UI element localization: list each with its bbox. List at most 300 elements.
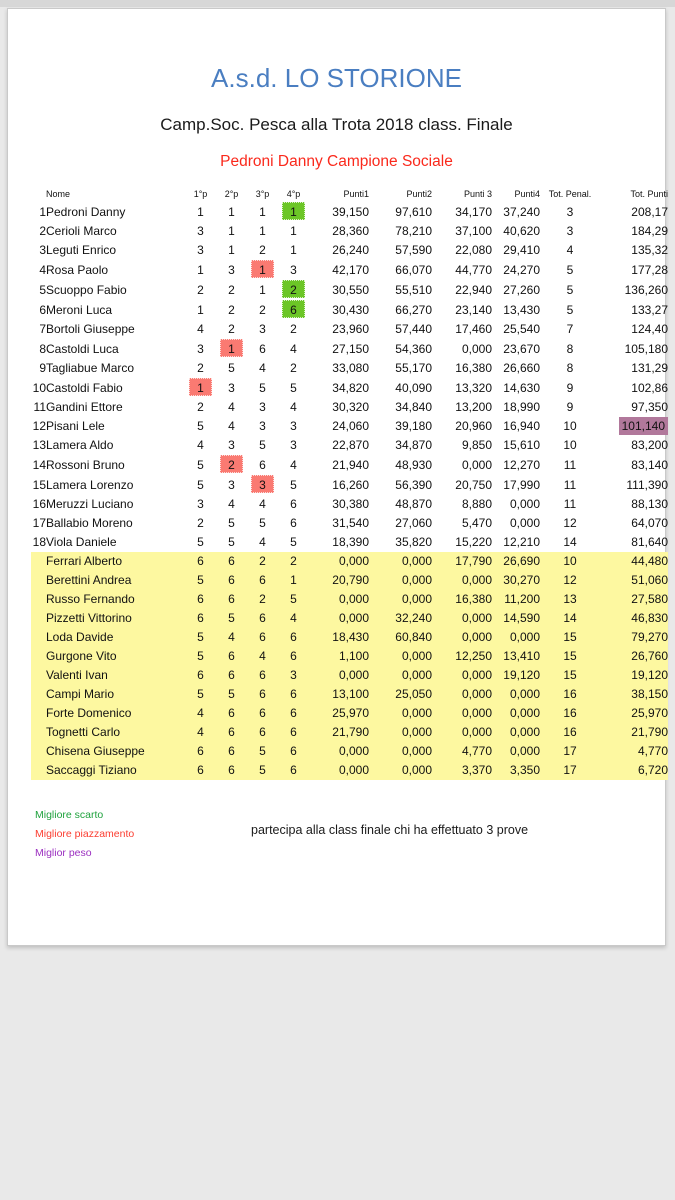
cell-punti4: 0,000 (492, 685, 540, 704)
cell-name: Valenti Ivan (46, 666, 185, 685)
cell-tot-penal: 11 (563, 457, 577, 472)
cell-placement-4: 2 (290, 361, 297, 375)
cell-punti4: 27,260 (503, 282, 540, 297)
cell-placement-1: 5 (185, 647, 216, 666)
cell-punti4: 26,690 (492, 552, 540, 571)
cell-placement-3: 6 (259, 341, 266, 356)
cell-punti1: 0,000 (309, 590, 369, 609)
cell-tot-penal: 8 (566, 341, 574, 356)
cell-placement-3: 5 (259, 380, 266, 395)
cell-placement-4: 4 (278, 609, 309, 628)
cell-tot-punti: 26,760 (600, 647, 668, 666)
cell-punti2: 0,000 (369, 552, 432, 571)
cell-placement-2: 4 (216, 628, 247, 647)
cell-tot-penal: 17 (540, 742, 600, 761)
cell-punti1: 21,940 (332, 457, 369, 472)
cell-punti1: 31,540 (332, 516, 369, 530)
table-row-excluded (31, 552, 668, 571)
table-row (31, 320, 668, 339)
cell-placement-4: 6 (278, 742, 309, 761)
cell-punti3: 20,960 (455, 419, 492, 433)
cell-punti2: 35,820 (395, 535, 432, 549)
cell-rank: 17 (32, 516, 46, 530)
legend-best-discard: Migliore scarto (35, 809, 104, 821)
cell-placement-3: 5 (259, 516, 266, 530)
cell-placement-1: 5 (197, 419, 204, 433)
cell-punti2: 0,000 (369, 647, 432, 666)
cell-punti3: 23,140 (455, 302, 492, 317)
cell-placement-2 (216, 339, 247, 359)
cell-punti2: 34,840 (395, 400, 432, 414)
cell-punti1: 0,000 (309, 742, 369, 761)
cell-placement-2: 5 (228, 535, 235, 549)
cell-placement-1: 3 (197, 224, 204, 238)
cell-punti1: 0,000 (309, 666, 369, 685)
legend-best-weight: Miglior peso (35, 847, 92, 859)
cell-name: Ballabio Moreno (46, 516, 133, 530)
cell-tot-penal: 5 (566, 282, 574, 297)
cell-punti1: 33,080 (332, 361, 369, 375)
cell-punti2: 39,180 (395, 419, 432, 433)
cell-punti1: 21,790 (309, 723, 369, 742)
highlighted-value: 6 (282, 300, 305, 318)
column-header: 2°p (224, 189, 239, 199)
cell-tot-punti: 46,830 (600, 609, 668, 628)
cell-placement-1: 5 (197, 457, 204, 472)
cell-punti3: 17,790 (432, 552, 492, 571)
cell-name: Cerioli Marco (46, 224, 117, 238)
cell-placement-4: 4 (290, 400, 297, 414)
highlighted-value: 3 (251, 475, 274, 493)
cell-rank: 4 (39, 262, 46, 277)
cell-placement-2: 6 (216, 552, 247, 571)
cell-punti4: 0,000 (492, 723, 540, 742)
cell-tot-penal: 17 (540, 761, 600, 780)
cell-name: Russo Fernando (46, 590, 185, 609)
cell-punti2: 66,070 (395, 262, 432, 277)
cell-placement-4: 6 (278, 723, 309, 742)
cell-placement-2: 1 (228, 224, 235, 238)
cell-rank (31, 571, 46, 590)
cell-punti4: 19,120 (492, 666, 540, 685)
cell-placement-1: 5 (185, 628, 216, 647)
cell-name: Berettini Andrea (46, 571, 185, 590)
cell-punti2: 57,590 (395, 243, 432, 257)
cell-tot-punti: 4,770 (600, 742, 668, 761)
cell-punti4: 13,430 (503, 302, 540, 317)
cell-placement-1: 1 (197, 262, 204, 277)
cell-placement-2: 1 (228, 204, 235, 219)
cell-placement-3: 2 (247, 590, 278, 609)
cell-punti2: 0,000 (369, 666, 432, 685)
footer-area (35, 806, 665, 886)
cell-punti4: 37,240 (503, 204, 540, 219)
column-header: Nome (46, 189, 71, 199)
cell-name: Forte Domenico (46, 704, 185, 723)
cell-placement-3 (247, 260, 278, 280)
cell-rank: 3 (39, 243, 46, 257)
cell-punti1: 26,240 (332, 243, 369, 257)
cell-rank (31, 704, 46, 723)
table-row-excluded (31, 571, 668, 590)
cell-punti4: 14,630 (503, 380, 540, 395)
cell-rank: 6 (39, 302, 46, 317)
cell-placement-3: 3 (259, 400, 266, 414)
cell-placement-4: 1 (278, 571, 309, 590)
cell-punti3: 34,170 (455, 204, 492, 219)
cell-punti3: 16,380 (432, 590, 492, 609)
cell-placement-2: 4 (228, 419, 235, 433)
champion-line: Pedroni Danny Campione Sociale (220, 153, 453, 170)
cell-placement-2: 1 (228, 243, 235, 257)
cell-placement-3 (247, 475, 278, 495)
cell-tot-penal: 7 (566, 322, 574, 336)
cell-punti4: 29,410 (503, 243, 540, 257)
cell-name: Bortoli Giuseppe (46, 322, 135, 336)
cell-tot-punti: 6,720 (600, 761, 668, 780)
cell-punti1: 30,380 (332, 497, 369, 511)
cell-punti2: 0,000 (369, 590, 432, 609)
cell-tot-penal: 14 (540, 609, 600, 628)
cell-name: Gandini Ettore (46, 400, 123, 414)
cell-punti4: 3,350 (492, 761, 540, 780)
cell-punti3: 0,000 (432, 609, 492, 628)
cell-placement-1: 3 (197, 497, 204, 511)
cell-punti3: 15,220 (455, 535, 492, 549)
table-row (31, 417, 668, 436)
cell-rank: 9 (39, 361, 46, 375)
cell-tot-punti: 27,580 (600, 590, 668, 609)
cell-tot-punti: 51,060 (600, 571, 668, 590)
cell-punti4: 30,270 (492, 571, 540, 590)
cell-placement-1: 6 (185, 761, 216, 780)
column-header: Tot. Penal. (548, 189, 592, 199)
cell-tot-penal: 3 (566, 224, 574, 238)
cell-punti2: 32,240 (369, 609, 432, 628)
cell-punti3: 12,250 (432, 647, 492, 666)
cell-placement-1: 4 (197, 322, 204, 336)
cell-punti2: 97,610 (395, 204, 432, 219)
cell-punti1: 27,150 (332, 341, 369, 356)
cell-rank (31, 723, 46, 742)
cell-punti4: 0,000 (492, 628, 540, 647)
cell-rank: 15 (32, 477, 46, 492)
cell-tot-penal: 14 (563, 535, 577, 549)
cell-name: Meroni Luca (46, 302, 113, 317)
cell-placement-2: 6 (216, 761, 247, 780)
cell-placement-4: 6 (278, 704, 309, 723)
page-title: A.s.d. LO STORIONE (211, 63, 462, 93)
cell-punti2: 27,060 (395, 516, 432, 530)
cell-placement-2: 2 (228, 282, 235, 297)
cell-tot-penal: 10 (563, 419, 577, 433)
cell-name: Scuoppo Fabio (46, 282, 127, 297)
cell-name: Lamera Aldo (46, 438, 114, 452)
cell-placement-4: 3 (290, 419, 297, 433)
cell-tot-punti: 88,130 (631, 497, 668, 511)
cell-name: Rosa Paolo (46, 262, 109, 277)
cell-placement-1: 6 (185, 590, 216, 609)
cell-placement-3: 4 (259, 497, 266, 511)
cell-punti4: 40,620 (503, 224, 540, 238)
table-row (31, 533, 668, 552)
cell-punti1: 23,960 (332, 322, 369, 336)
page-subtitle: Camp.Soc. Pesca alla Trota 2018 class. Finale (160, 115, 513, 134)
cell-punti1: 0,000 (309, 609, 369, 628)
cell-rank (31, 666, 46, 685)
cell-placement-2: 5 (216, 609, 247, 628)
cell-tot-punti: 135,32 (631, 243, 668, 257)
cell-punti3: 16,380 (455, 361, 492, 375)
cell-punti4: 0,000 (509, 516, 540, 530)
cell-placement-2: 6 (216, 571, 247, 590)
cell-punti3: 0,000 (432, 723, 492, 742)
highlighted-value: 2 (220, 455, 243, 473)
cell-rank: 14 (32, 457, 46, 472)
cell-tot-penal: 10 (540, 552, 600, 571)
cell-placement-4: 4 (290, 457, 297, 472)
cell-rank (31, 590, 46, 609)
cell-placement-2: 2 (228, 322, 235, 336)
cell-placement-3: 5 (247, 742, 278, 761)
cell-tot-punti: 83,140 (631, 457, 668, 472)
column-header: Punti2 (406, 189, 432, 199)
cell-punti2: 0,000 (369, 571, 432, 590)
cell-rank: 7 (39, 322, 46, 336)
cell-punti2: 0,000 (369, 761, 432, 780)
cell-rank: 11 (33, 400, 46, 414)
cell-placement-1: 5 (197, 535, 204, 549)
cell-punti2: 55,170 (395, 361, 432, 375)
cell-placement-4 (278, 300, 309, 320)
cell-tot-punti: 131,29 (631, 361, 668, 375)
cell-punti4: 18,990 (503, 400, 540, 414)
cell-placement-3: 6 (247, 628, 278, 647)
cell-placement-3: 4 (259, 535, 266, 549)
cell-placement-4: 5 (278, 590, 309, 609)
column-header: 4°p (286, 189, 301, 199)
cell-punti4: 0,000 (509, 497, 540, 511)
cell-punti3: 22,940 (455, 282, 492, 297)
cell-placement-2: 5 (216, 685, 247, 704)
cell-punti3: 20,750 (455, 477, 492, 492)
cell-punti1: 28,360 (332, 224, 369, 238)
cell-punti3: 0,000 (461, 341, 492, 356)
cell-punti1: 24,060 (332, 419, 369, 433)
cell-placement-4: 2 (290, 322, 297, 336)
cell-placement-1: 4 (197, 438, 204, 452)
highlighted-value: 1 (189, 378, 212, 396)
cell-punti2: 25,050 (369, 685, 432, 704)
highlighted-value: 1 (282, 202, 305, 220)
cell-punti2: 54,360 (395, 341, 432, 356)
cell-placement-4: 5 (290, 380, 297, 395)
cell-punti3: 0,000 (461, 457, 492, 472)
table-row (31, 202, 668, 222)
table-row (31, 241, 668, 260)
table-row (31, 514, 668, 533)
cell-placement-4: 6 (278, 761, 309, 780)
cell-punti4: 12,210 (503, 535, 540, 549)
cell-tot-penal: 11 (563, 477, 577, 492)
cell-placement-2: 4 (228, 400, 235, 414)
cell-placement-4: 6 (278, 628, 309, 647)
cell-punti1: 30,430 (332, 302, 369, 317)
cell-tot-punti: 38,150 (600, 685, 668, 704)
cell-placement-1: 2 (197, 282, 204, 297)
cell-placement-1 (185, 378, 216, 398)
cell-placement-1: 5 (185, 571, 216, 590)
cell-placement-3: 6 (259, 457, 266, 472)
cell-rank (31, 742, 46, 761)
cell-rank (31, 685, 46, 704)
cell-placement-4: 5 (290, 535, 297, 549)
cell-punti1: 1,100 (309, 647, 369, 666)
ranking-table-head (31, 187, 668, 202)
highlighted-value: 1 (220, 339, 243, 357)
cell-punti1: 42,170 (332, 262, 369, 277)
cell-name: Pizzetti Vittorino (46, 609, 185, 628)
document-page (7, 8, 666, 946)
table-row-excluded (31, 723, 668, 742)
cell-placement-4: 6 (290, 516, 297, 530)
cell-tot-punti: 19,120 (600, 666, 668, 685)
cell-punti4: 23,670 (503, 341, 540, 356)
cell-rank: 16 (32, 497, 46, 511)
cell-placement-4: 1 (290, 243, 297, 257)
cell-name: Castoldi Fabio (46, 380, 123, 395)
cell-punti2: 66,270 (395, 302, 432, 317)
table-row (31, 378, 668, 398)
cell-placement-4: 3 (290, 438, 297, 452)
cell-punti4: 13,410 (492, 647, 540, 666)
cell-tot-penal: 15 (540, 647, 600, 666)
cell-punti2: 0,000 (369, 742, 432, 761)
table-row (31, 260, 668, 280)
cell-name: Meruzzi Luciano (46, 497, 134, 511)
cell-placement-3: 6 (247, 685, 278, 704)
cell-tot-punti: 105,180 (624, 341, 668, 356)
column-header: Tot. Punti (630, 189, 668, 199)
cell-rank: 5 (39, 282, 46, 297)
cell-placement-2: 3 (228, 477, 235, 492)
cell-placement-4: 3 (278, 666, 309, 685)
cell-placement-3: 5 (247, 761, 278, 780)
cell-placement-3: 6 (247, 609, 278, 628)
cell-rank: 18 (32, 535, 46, 549)
cell-tot-punti: 133,27 (631, 302, 668, 317)
cell-tot-penal: 12 (563, 516, 577, 530)
table-row (31, 359, 668, 378)
cell-placement-1: 2 (197, 361, 204, 375)
cell-placement-4: 6 (278, 647, 309, 666)
cell-placement-1: 6 (185, 666, 216, 685)
cell-punti3: 0,000 (432, 704, 492, 723)
cell-punti3: 22,080 (455, 243, 492, 257)
cell-punti2: 56,390 (395, 477, 432, 492)
cell-rank: 1 (39, 204, 46, 219)
cell-tot-punti: 97,350 (631, 400, 668, 414)
top-edge-strip (0, 0, 675, 7)
cell-name: Ferrari Alberto (46, 552, 185, 571)
cell-tot-punti: 81,640 (631, 535, 668, 549)
cell-placement-4: 1 (290, 224, 297, 238)
column-header: Punti4 (514, 189, 540, 199)
column-header-rank (31, 187, 46, 202)
cell-tot-punti: 184,29 (631, 224, 668, 238)
cell-rank: 12 (32, 419, 46, 433)
cell-punti1: 0,000 (309, 761, 369, 780)
cell-placement-4: 6 (290, 497, 297, 511)
cell-placement-2: 4 (228, 497, 235, 511)
cell-name: Loda Davide (46, 628, 185, 647)
cell-placement-4: 4 (290, 341, 297, 356)
cell-placement-2: 2 (228, 302, 235, 317)
cell-rank: 8 (39, 341, 46, 356)
cell-placement-2: 3 (228, 380, 235, 395)
cell-punti2: 57,440 (395, 322, 432, 336)
column-header: Punti 3 (463, 189, 492, 199)
ranking-table-body (31, 202, 668, 780)
cell-placement-3: 6 (247, 666, 278, 685)
legend-best-placement: Migliore piazzamento (35, 828, 135, 840)
cell-punti4: 12,270 (503, 457, 540, 472)
cell-placement-2: 6 (216, 590, 247, 609)
cell-name: Pedroni Danny (46, 204, 126, 219)
cell-tot-punti (600, 417, 668, 436)
cell-tot-penal: 5 (566, 262, 574, 277)
cell-placement-3: 3 (259, 322, 266, 336)
cell-punti3: 13,320 (455, 380, 492, 395)
cell-tot-punti: 124,40 (631, 322, 668, 336)
cell-rank (31, 647, 46, 666)
cell-placement-3: 4 (247, 647, 278, 666)
cell-placement-1: 6 (185, 609, 216, 628)
cell-punti1: 0,000 (309, 552, 369, 571)
highlighted-value: 101,140 (619, 417, 668, 435)
cell-punti3: 0,000 (432, 666, 492, 685)
cell-placement-3: 6 (247, 704, 278, 723)
cell-placement-1: 4 (185, 723, 216, 742)
cell-placement-4: 2 (278, 552, 309, 571)
cell-punti4: 17,990 (503, 477, 540, 492)
cell-punti1: 34,820 (332, 380, 369, 395)
cell-placement-3: 4 (259, 361, 266, 375)
cell-placement-1: 2 (197, 400, 204, 414)
cell-name: Viola Daniele (46, 535, 117, 549)
cell-tot-penal: 11 (563, 497, 577, 511)
cell-tot-penal: 15 (540, 628, 600, 647)
cell-name: Rossoni Bruno (46, 457, 125, 472)
cell-tot-punti: 208,17 (631, 204, 668, 219)
cell-placement-4 (278, 280, 309, 300)
cell-tot-punti: 79,270 (600, 628, 668, 647)
cell-punti1: 20,790 (309, 571, 369, 590)
table-row-excluded (31, 590, 668, 609)
cell-name: Tagliabue Marco (46, 361, 135, 375)
cell-rank (31, 628, 46, 647)
table-row (31, 339, 668, 359)
cell-punti3: 0,000 (432, 685, 492, 704)
cell-punti3: 5,470 (461, 516, 492, 530)
cell-placement-3: 1 (259, 224, 266, 238)
cell-placement-2: 5 (228, 516, 235, 530)
cell-punti3: 13,200 (455, 400, 492, 414)
cell-placement-1: 5 (185, 685, 216, 704)
cell-name: Lamera Lorenzo (46, 477, 134, 492)
cell-punti1: 30,320 (332, 400, 369, 414)
cell-tot-punti: 111,390 (626, 477, 668, 492)
